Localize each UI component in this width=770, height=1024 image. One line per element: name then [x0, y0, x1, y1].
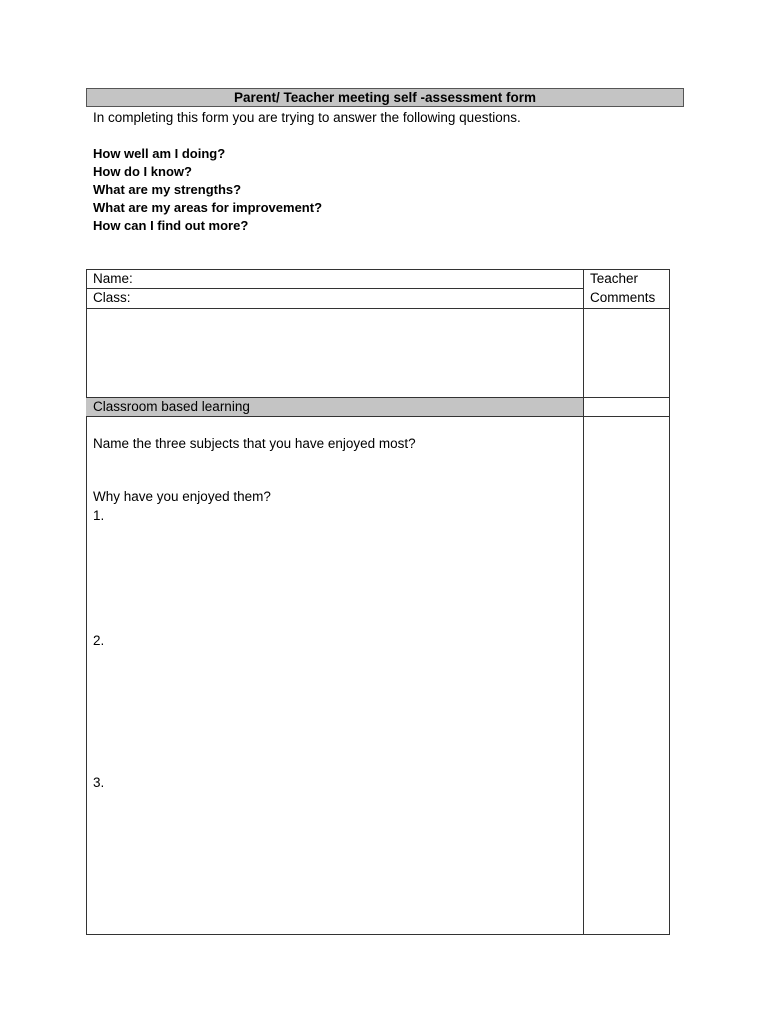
prompt-why: Why have you enjoyed them?	[93, 489, 271, 504]
column-divider	[583, 269, 584, 935]
form-title: Parent/ Teacher meeting self -assessment form	[86, 88, 684, 107]
row-divider-name	[86, 288, 584, 289]
section-heading: Classroom based learning	[93, 399, 250, 414]
guiding-questions-list	[93, 145, 322, 235]
answer-item-2[interactable]: 2.	[93, 633, 105, 648]
answer-item-1[interactable]: 1.	[93, 508, 105, 523]
teacher-column-header-line2: Comments	[590, 290, 656, 305]
class-field-label[interactable]: Class:	[93, 290, 131, 305]
prompt-subjects: Name the three subjects that you have enjoyed most?	[93, 436, 416, 451]
question-item: How well am I doing?	[93, 146, 226, 161]
teacher-column-header-line1: Teacher	[590, 271, 639, 286]
name-field-label[interactable]: Name:	[93, 271, 133, 286]
row-divider-header	[86, 308, 670, 309]
question-item: What are my areas for improvement?	[93, 200, 323, 215]
question-item: How do I know?	[93, 164, 192, 179]
question-item: How can I find out more?	[93, 218, 249, 233]
question-item: What are my strengths?	[93, 182, 242, 197]
intro-text: In completing this form you are trying to answer the following questions.	[93, 110, 521, 125]
row-divider-section-bottom	[86, 416, 670, 417]
answer-item-3[interactable]: 3.	[93, 775, 105, 790]
